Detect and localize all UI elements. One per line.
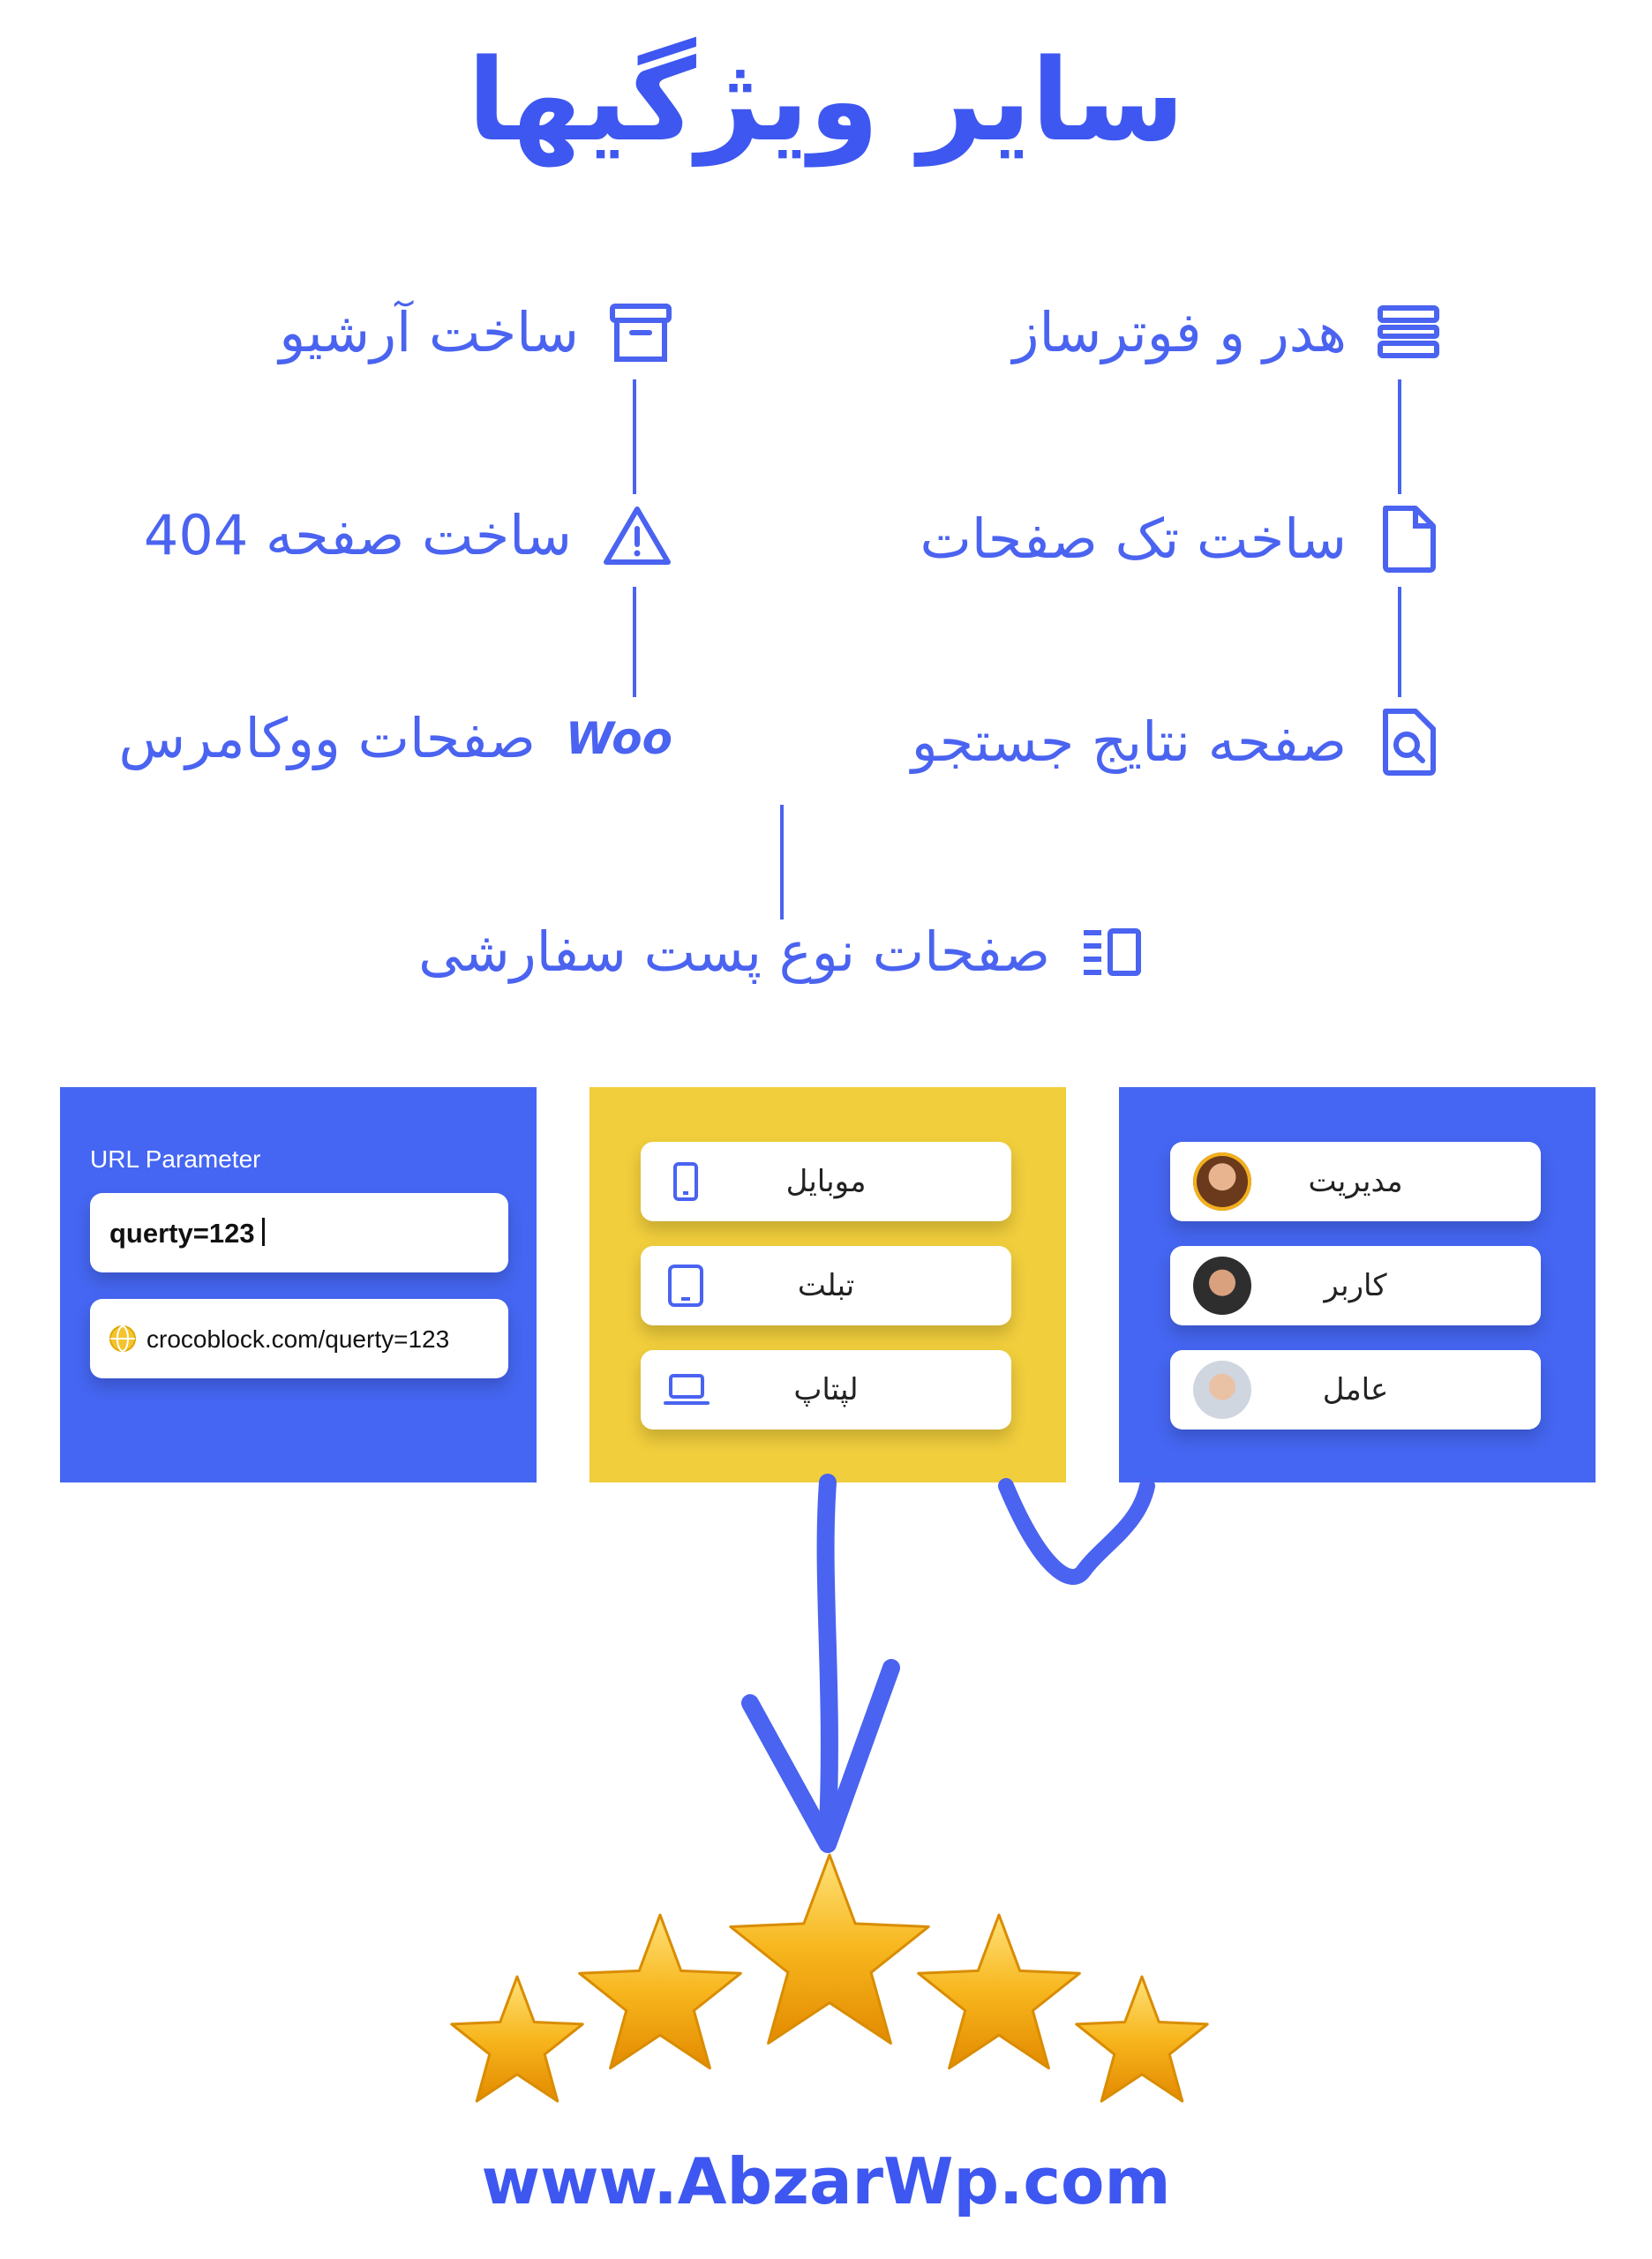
connector-line <box>633 587 636 697</box>
star-icon <box>580 1915 741 2068</box>
feature-label: هدر و فوترساز <box>1012 300 1347 364</box>
feature-label: صفحات ووکامرس <box>118 706 536 770</box>
feature-404 <box>144 503 672 567</box>
url-parameter-input[interactable] <box>90 1193 508 1272</box>
feature-label: صفحات نوع پست سفارشی <box>418 919 1050 984</box>
search-document-icon <box>1377 706 1440 777</box>
feature-label: صفحه نتایج جستجو <box>911 709 1347 774</box>
feature-single-pages <box>920 503 1441 574</box>
connector-line <box>633 379 636 494</box>
role-item-agent[interactable] <box>1170 1350 1541 1430</box>
role-panel <box>1119 1087 1596 1482</box>
device-item-mobile[interactable] <box>641 1142 1011 1221</box>
footer-url: www.AbzarWp.com <box>481 2144 1171 2218</box>
header-footer-icon <box>1377 301 1440 364</box>
star-icon <box>919 1915 1080 2068</box>
globe-icon <box>108 1324 138 1354</box>
role-item-admin[interactable] <box>1170 1142 1541 1221</box>
device-panel <box>589 1087 1066 1482</box>
connector-line <box>1398 379 1401 494</box>
feature-search-results <box>912 706 1440 777</box>
list-layout-icon <box>1080 926 1144 979</box>
star-icon <box>731 1855 928 2044</box>
archive-icon <box>609 301 672 364</box>
rating-stars <box>424 1835 1235 2153</box>
text-cursor <box>262 1218 265 1246</box>
role-label: عامل <box>1322 1372 1389 1407</box>
star-icon <box>1077 1977 1207 2101</box>
device-label: تبلت <box>797 1268 855 1303</box>
woo-icon: Woo <box>565 712 672 764</box>
device-item-laptop[interactable] <box>641 1350 1011 1430</box>
feature-label: ساخت آرشیو <box>279 300 579 364</box>
page-title: سایر ویژگیها <box>467 35 1185 167</box>
document-icon <box>1377 503 1440 574</box>
feature-label: ساخت صفحه 404 <box>143 503 572 567</box>
device-label: موبایل <box>785 1164 867 1199</box>
feature-header-footer <box>1013 300 1440 364</box>
feature-archive <box>279 300 672 364</box>
feature-woocommerce <box>118 706 672 770</box>
device-item-tablet[interactable] <box>641 1246 1011 1325</box>
url-result-field[interactable] <box>90 1299 508 1378</box>
url-result-text: crocoblock.com/querty=123 <box>146 1325 450 1353</box>
star-icon <box>452 1977 582 2101</box>
role-item-user[interactable] <box>1170 1246 1541 1325</box>
device-label: لپتاپ <box>793 1372 859 1407</box>
connector-line <box>1398 587 1401 697</box>
role-label: کاربر <box>1324 1268 1387 1303</box>
connector-line <box>780 805 784 919</box>
feature-label: ساخت تک صفحات <box>920 506 1347 571</box>
warning-icon <box>602 504 672 567</box>
flow-arrow <box>0 1474 1652 1862</box>
url-parameter-value: querty=123 <box>109 1218 255 1249</box>
url-parameter-panel <box>60 1087 537 1482</box>
role-label: مدیریت <box>1308 1164 1403 1199</box>
feature-custom-post-type <box>418 919 1144 984</box>
url-parameter-label: URL Parameter <box>90 1145 261 1173</box>
